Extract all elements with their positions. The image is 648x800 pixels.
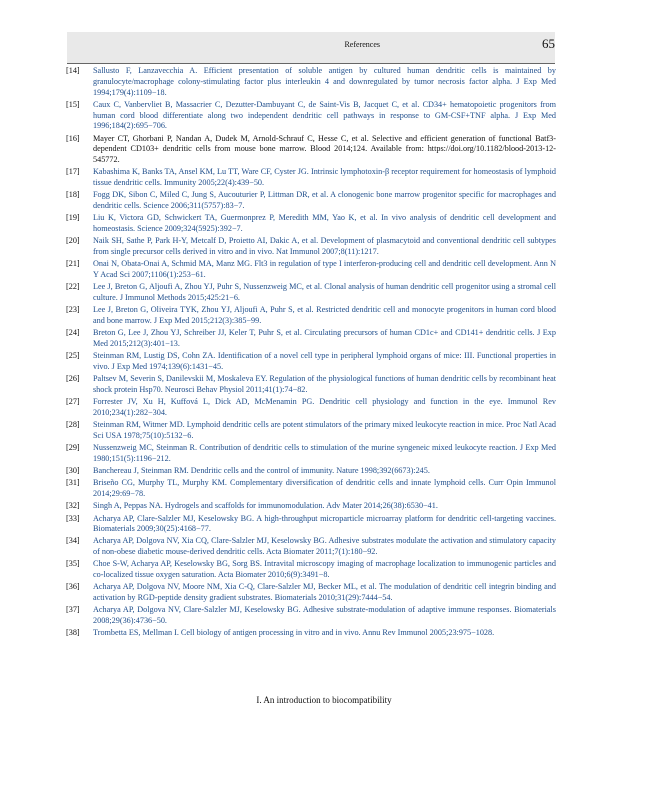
reference-text[interactable]: Acharya AP, Dolgova NV, Xia CQ, Clare-Salzler MJ, Keselowsky BG. Adhesive substrates modulate the activation and stimulatory capacity of non-obese diabetic mouse-derived dendritic cells. Acta Biomater 2011;7(1):180−92.	[93, 536, 556, 557]
reference-number: [33]	[66, 513, 80, 523]
reference-number: [27]	[66, 397, 80, 407]
reference-item[interactable]	[66, 582, 556, 604]
reference-item[interactable]	[66, 478, 556, 500]
reference-number: [17]	[66, 167, 80, 177]
reference-item[interactable]	[66, 466, 556, 477]
reference-number: [16]	[66, 133, 80, 143]
page-number: 65	[542, 36, 555, 51]
reference-text[interactable]: Acharya AP, Clare-Salzler MJ, Keselowsky BG. A high-throughput microparticle microarray platform for dendritic cell-targeting vaccines. Biomaterials 2009;30(25):4168−77.	[93, 513, 556, 534]
reference-text[interactable]: Naik SH, Sathe P, Park H-Y, Metcalf D, Proietto AI, Dakic A, et al. Development of plasmacytoid and conventional dendritic cell subtypes from single precursor cells derived in vitro and in vivo. Nat Immunol 2007;8(11):1217.	[93, 236, 556, 257]
reference-number: [28]	[66, 420, 80, 430]
reference-number: [23]	[66, 305, 80, 315]
reference-text[interactable]: Lee J, Breton G, Oliveira TYK, Zhou YJ, Aljoufi A, Puhr S, et al. Restricted dendritic cell and monocyte progenitors in human cord blood and bone marrow. J Exp Med 2015;212(3):385−99.	[93, 305, 556, 326]
reference-number: [30]	[66, 466, 80, 476]
reference-text[interactable]: Breton G, Lee J, Zhou YJ, Schreiber JJ, Keler T, Puhr S, et al. Circulating precursors of human CD1c+ and CD141+ dendritic cells. J Exp Med 2015;212(3):401−13.	[93, 328, 556, 349]
reference-text[interactable]: Fogg DK, Sibon C, Miled C, Jung S, Aucouturier P, Littman DR, et al. A clonogenic bone marrow progenitor specific for macrophages and dendritic cells. Science 2006;311(5757):83−7.	[93, 190, 556, 211]
reference-item[interactable]	[66, 190, 556, 212]
reference-text[interactable]: Acharya AP, Dolgova NV, Moore NM, Xia C-Q, Clare-Salzler MJ, Becker ML, et al. The modulation of dendritic cell integrin binding and activation by RGD-peptide density gradient substrates. Biomaterials 2010;31(29):7444−54.	[93, 582, 556, 603]
reference-text[interactable]: Liu K, Victora GD, Schwickert TA, Guermonprez P, Meredith MM, Yao K, et al. In vivo analysis of dendritic cell development and homeostasis. Science 2009;324(5925):392−7.	[93, 213, 556, 234]
reference-item[interactable]	[66, 397, 556, 419]
reference-item[interactable]	[66, 374, 556, 396]
reference-text[interactable]: Caux C, Vanbervliet B, Massacrier C, Dezutter-Dambuyant C, de Saint-Vis B, Jacquet C, et al. CD34+ hematopoietic progenitors from human cord blood differentiate along two independent dendritic cell pathways in response to GM-CSF+TNF alpha. J Exp Med 1996;184(2):695−706.	[93, 99, 556, 131]
reference-text[interactable]: Mayer CT, Ghorbani P, Nandan A, Dudek M, Arnold-Schrauf C, Hesse C, et al. Selective and efficient generation of functional Batf3-dependent CD103+ dendritic cells from mouse bone marrow. Blood 2014;124. Available from: https://doi.org/10.1182/blood-2013-12-545772.	[93, 133, 556, 165]
reference-number: [24]	[66, 328, 80, 338]
reference-text[interactable]: Acharya AP, Dolgova NV, Clare-Salzler MJ, Keselowsky BG. Adhesive substrate-modulation of adaptive immune responses. Biomaterials 2008;29(36):4736−50.	[93, 605, 556, 626]
reference-number: [14]	[66, 66, 80, 75]
reference-text[interactable]: Kabashima K, Banks TA, Ansel KM, Lu TT, Ware CF, Cyster JG. Intrinsic lymphotoxin-β receptor requirement for homeostasis of lymphoid tissue dendritic cells. Immunity 2005;22(4):439−50.	[93, 167, 556, 188]
reference-item[interactable]	[66, 66, 556, 98]
reference-item[interactable]	[66, 501, 556, 512]
reference-item[interactable]	[66, 213, 556, 235]
reference-text[interactable]: Briseño CG, Murphy TL, Murphy KM. Complementary diversification of dendritic cells and innate lymphoid cells. Curr Opin Immunol 2014;29:69−78.	[93, 478, 556, 499]
reference-text[interactable]: Paltsev M, Severin S, Danilevskii M, Moskaleva EY. Regulation of the physiological functions of human dendritic cells by recombinant heat shock protein Hsp70. Neurosci Behav Physiol 2011;41(1):74−82.	[93, 374, 556, 394]
reference-item[interactable]	[66, 236, 556, 258]
reference-text[interactable]: Lee J, Breton G, Aljoufi A, Zhou YJ, Puhr S, Nussenzweig MC, et al. Clonal analysis of human dendritic cell progenitor using a stromal cell culture. J Immunol Methods 2015;425:21−6.	[93, 282, 556, 303]
reference-item[interactable]	[66, 628, 556, 639]
reference-number: [26]	[66, 374, 80, 384]
reference-number: [32]	[66, 501, 80, 511]
reference-text[interactable]: Onai N, Obata-Onai A, Schmid MA, Manz MG. Flt3 in regulation of type I interferon-producing cell and dendritic cell development. Ann N Y Acad Sci 2007;1106(1):253−61.	[93, 259, 556, 280]
reference-item[interactable]	[66, 328, 556, 350]
reference-number: [18]	[66, 190, 80, 200]
reference-item[interactable]	[66, 420, 556, 442]
reference-number: [37]	[66, 605, 80, 615]
reference-number: [38]	[66, 628, 80, 638]
reference-item[interactable]	[66, 536, 556, 558]
reference-number: [29]	[66, 443, 80, 453]
reference-item[interactable]	[66, 443, 556, 465]
reference-item[interactable]	[66, 259, 556, 281]
reference-number: [19]	[66, 213, 80, 223]
reference-text[interactable]: Trombetta ES, Mellman I. Cell biology of antigen processing in vitro and in vivo. Annu Rev Immunol 2005;23:975−1028.	[93, 628, 495, 638]
reference-number: [15]	[66, 99, 80, 109]
reference-item[interactable]	[66, 559, 556, 581]
reference-text[interactable]: Steinman RM, Witmer MD. Lymphoid dendritic cells are potent stimulators of the primary mixed leukocyte reaction in mice. Proc Natl Acad Sci USA 1978;75(10):5132−6.	[93, 420, 556, 440]
reference-text[interactable]: Sallusto F, Lanzavecchia A. Efficient presentation of soluble antigen by cultured human dendritic cells is maintained by granulocyte/macrophage colony-stimulating factor plus interleukin 4 and downregulated by tumor necrosis factor alpha. J Exp Med 1994;179(4):1109−18.	[93, 66, 556, 97]
reference-number: [31]	[66, 478, 80, 488]
reference-text[interactable]: Steinman RM, Lustig DS, Cohn ZA. Identification of a novel cell type in peripheral lymphoid organs of mice: III. Functional properties in vivo. J Exp Med 1974;139(6):1431−45.	[93, 351, 556, 372]
reference-item[interactable]	[66, 282, 556, 304]
part-footer: I. An introduction to biocompatibility	[256, 695, 392, 705]
reference-number: [34]	[66, 536, 80, 546]
reference-number: [25]	[66, 351, 80, 361]
reference-item[interactable]	[66, 351, 556, 373]
reference-number: [20]	[66, 236, 80, 246]
reference-number: [21]	[66, 259, 80, 269]
reference-number: [35]	[66, 559, 80, 569]
reference-item[interactable]	[66, 167, 556, 189]
reference-number: [22]	[66, 282, 80, 292]
reference-text[interactable]: Nussenzweig MC, Steinman R. Contribution of dendritic cells to stimulation of the murine syngeneic mixed leukocyte reaction. J Exp Med 1980;151(5):1196−212.	[93, 443, 556, 463]
reference-text[interactable]: Banchereau J, Steinman RM. Dendritic cells and the control of immunity. Nature 1998;392(6673):245.	[93, 466, 430, 476]
reference-item[interactable]	[66, 514, 556, 536]
reference-text[interactable]: Forrester JV, Xu H, Kuffová L, Dick AD, McMenamin PG. Dendritic cell physiology and function in the eye. Immunol Rev 2010;234(1):282−304.	[93, 397, 556, 417]
running-title: References	[344, 40, 380, 49]
header-rule	[67, 63, 555, 64]
reference-item[interactable]	[66, 605, 556, 627]
reference-text[interactable]: Singh A, Peppas NA. Hydrogels and scaffolds for immunomodulation. Adv Mater 2014;26(38):6530−41.	[93, 501, 438, 511]
reference-text[interactable]: Choe S-W, Acharya AP, Keselowsky BG, Sorg BS. Intravital microscopy imaging of macrophage localization to immunogenic particles and co-localized tissue oxygen saturation. Acta Biomater 2010;6(9):3491−8.	[93, 559, 556, 580]
reference-number: [36]	[66, 582, 80, 592]
reference-list	[66, 66, 556, 641]
reference-item[interactable]	[66, 100, 556, 132]
reference-item[interactable]	[66, 134, 556, 166]
reference-item[interactable]	[66, 305, 556, 327]
